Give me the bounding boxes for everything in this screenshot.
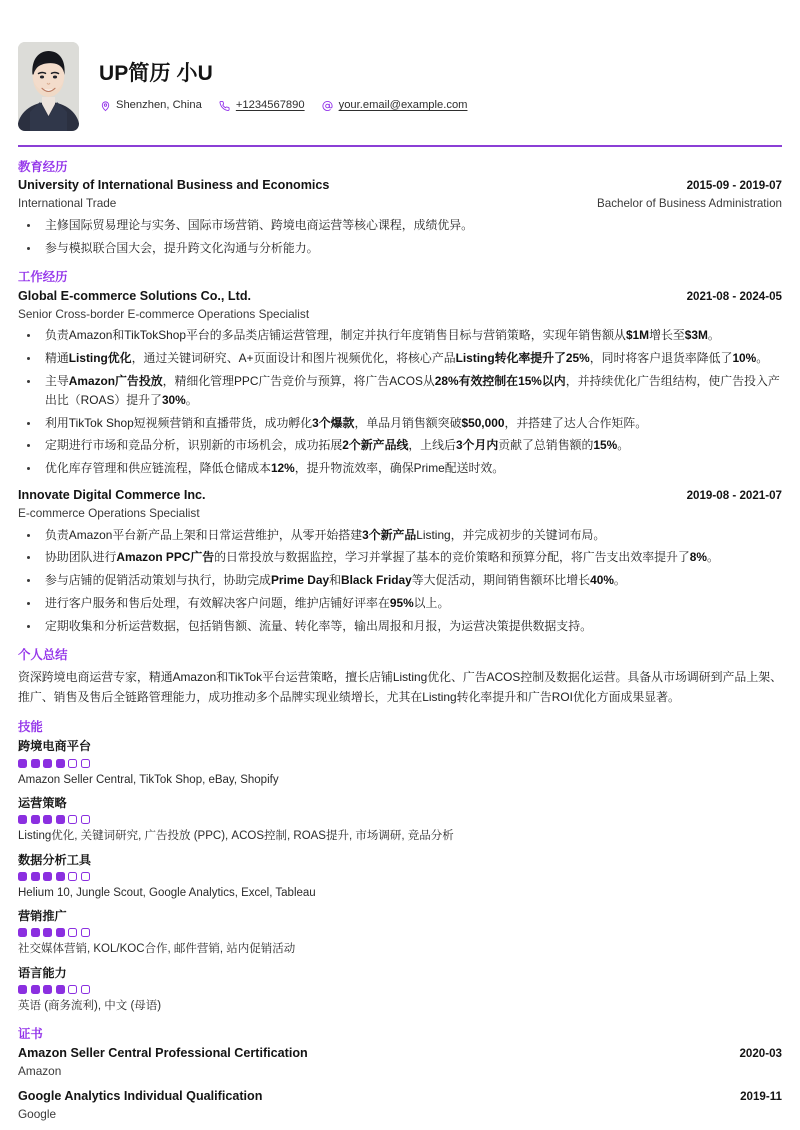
section-certificates bbox=[18, 1026, 782, 1122]
certificate-date: 2020-03 bbox=[739, 1046, 782, 1060]
location-pin-icon bbox=[99, 100, 111, 112]
work-entry-subheader bbox=[18, 306, 782, 323]
list-item: 优化库存管理和供应链流程，降低仓储成本12%，提升物流效率，确保Prime配送时效。 bbox=[18, 459, 782, 478]
contact-phone[interactable] bbox=[219, 100, 305, 112]
education-degree: Bachelor of Business Administration bbox=[597, 196, 782, 210]
skill-group-name: 跨境电商平台 bbox=[18, 739, 92, 754]
identity-block bbox=[99, 61, 467, 111]
education-bullets bbox=[18, 216, 782, 258]
skill-dot-filled bbox=[31, 928, 40, 937]
skill-dot-filled bbox=[31, 985, 40, 994]
skill-group bbox=[18, 851, 782, 903]
section-title-skills: 技能 bbox=[18, 719, 43, 734]
certificate-entry bbox=[18, 1045, 782, 1079]
skill-dot-filled bbox=[43, 759, 52, 768]
skill-dot-empty bbox=[81, 928, 90, 937]
skill-level-dots bbox=[18, 759, 782, 768]
skill-dot-filled bbox=[56, 928, 65, 937]
email-text[interactable]: your.email@example.com bbox=[338, 98, 468, 111]
skill-level-dots bbox=[18, 928, 782, 937]
skill-dot-filled bbox=[18, 985, 27, 994]
list-item: 负责Amazon平台新产品上架和日常运营维护，从零开始搭建3个新产品Listing，并完成初步的关键词布局。 bbox=[18, 526, 782, 545]
work-entry-header bbox=[18, 288, 782, 306]
certificate-issuer: Google bbox=[18, 1106, 57, 1121]
work-date: 2021-08 - 2024-05 bbox=[686, 289, 782, 303]
skill-group-name: 语言能力 bbox=[18, 965, 67, 980]
company-name: Innovate Digital Commerce Inc. bbox=[18, 488, 206, 503]
certificate-name: Google Analytics Individual Qualification bbox=[18, 1089, 263, 1104]
work-bullets bbox=[18, 326, 782, 478]
certificate-subheader bbox=[18, 1063, 782, 1080]
skill-dot-filled bbox=[31, 759, 40, 768]
skill-dot-empty bbox=[81, 815, 90, 824]
list-item: 主导Amazon广告投放，精细化管理PPC广告竞价与预算，将广告ACOS从28%有效控制在15%以内，并持续优化广告组结构，使广告投入产出比（ROAS）提升了30%。 bbox=[18, 372, 782, 411]
skill-items: Helium 10, Jungle Scout, Google Analytics, Excel, Tableau bbox=[18, 886, 316, 899]
list-item: 定期收集和分析运营数据，包括销售额、流量、转化率等，输出周报和月报，为运营决策提供数据支持。 bbox=[18, 617, 782, 636]
section-title-summary: 个人总结 bbox=[18, 648, 68, 663]
contact-email[interactable] bbox=[322, 100, 468, 112]
phone-text[interactable]: +1234567890 bbox=[235, 98, 305, 111]
header-divider bbox=[18, 145, 782, 147]
education-entry bbox=[18, 177, 782, 258]
education-entry-subheader bbox=[18, 195, 782, 212]
skill-dot-filled bbox=[56, 815, 65, 824]
list-item: 参与模拟联合国大会，提升跨文化沟通与分析能力。 bbox=[18, 239, 782, 258]
work-date: 2019-08 - 2021-07 bbox=[686, 489, 782, 503]
location-text: Shenzhen, China bbox=[116, 98, 202, 111]
list-item: 参与店铺的促销活动策划与执行，协助完成Prime Day和Black Friday等大促活动，期间销售额环比增长40%。 bbox=[18, 571, 782, 590]
phone-icon bbox=[219, 100, 231, 112]
section-skills bbox=[18, 719, 782, 1015]
skill-dot-filled bbox=[18, 872, 27, 881]
list-item: 进行客户服务和售后处理，有效解决客户问题，维护店铺好评率在95%以上。 bbox=[18, 594, 782, 613]
resume-header bbox=[18, 0, 782, 141]
section-work bbox=[18, 269, 782, 636]
section-title-work: 工作经历 bbox=[18, 270, 68, 285]
skill-dot-filled bbox=[43, 985, 52, 994]
skill-group-name: 数据分析工具 bbox=[18, 852, 92, 867]
certificate-header bbox=[18, 1045, 782, 1063]
skill-group bbox=[18, 794, 782, 846]
skill-level-dots bbox=[18, 815, 782, 824]
skill-dot-filled bbox=[18, 759, 27, 768]
skill-dot-filled bbox=[43, 872, 52, 881]
skill-dot-filled bbox=[56, 759, 65, 768]
work-bullets bbox=[18, 526, 782, 636]
list-item: 利用TikTok Shop短视频营销和直播带货，成功孵化3个爆款，单品月销售额突破$50,000，并搭建了达人合作矩阵。 bbox=[18, 414, 782, 433]
education-entry-header bbox=[18, 177, 782, 195]
skill-dot-empty bbox=[68, 815, 77, 824]
skill-dot-empty bbox=[81, 759, 90, 768]
contact-list bbox=[99, 100, 467, 112]
certificate-header bbox=[18, 1088, 782, 1106]
list-item: 主修国际贸易理论与实务、国际市场营销、跨境电商运营等核心课程，成绩优异。 bbox=[18, 216, 782, 235]
skill-dot-empty bbox=[68, 759, 77, 768]
skill-items: Listing优化, 关键词研究, 广告投放 (PPC), ACOS控制, ROAS提升, 市场调研, 竞品分析 bbox=[18, 830, 454, 843]
school-name: University of International Business and Economics bbox=[18, 178, 330, 193]
skill-group-name: 营销推广 bbox=[18, 909, 67, 924]
job-title: Senior Cross-border E-commerce Operations Specialist bbox=[18, 306, 310, 321]
list-item: 协助团队进行Amazon PPC广告的日常投放与数据监控，学习并掌握了基本的竞价策略和预算分配，将广告支出效率提升了8%。 bbox=[18, 548, 782, 567]
section-education bbox=[18, 159, 782, 259]
candidate-name: UP简历 小U bbox=[99, 62, 213, 86]
skill-dot-empty bbox=[68, 872, 77, 881]
job-title: E-commerce Operations Specialist bbox=[18, 506, 200, 521]
skill-dot-filled bbox=[18, 928, 27, 937]
list-item: 定期进行市场和竞品分析，识别新的市场机会，成功拓展2个新产品线，上线后3个月内贡献了总销售额的15%。 bbox=[18, 436, 782, 455]
section-title-certificates: 证书 bbox=[18, 1027, 43, 1042]
summary-paragraph: 资深跨境电商运营专家，精通Amazon和TikTok平台运营策略，擅长店铺Listing优化、广告ACOS控制及数据化运营。具备从市场调研到产品上架、推广、销售及售后全链路管理能力，成功推动多个品牌实现业绩增长，尤其在Listing转化率提升和广告ROI优化方面成果显著。 bbox=[18, 669, 782, 705]
section-title-education: 教育经历 bbox=[18, 159, 68, 174]
work-entry-header bbox=[18, 487, 782, 505]
skill-level-dots bbox=[18, 985, 782, 994]
certificate-issuer: Amazon bbox=[18, 1063, 62, 1078]
at-email-icon bbox=[322, 100, 334, 112]
certificate-date: 2019-11 bbox=[740, 1090, 782, 1104]
work-entry-subheader bbox=[18, 505, 782, 522]
list-item: 精通Listing优化，通过关键词研究、A+页面设计和图片视频优化，将核心产品Listing转化率提升了25%，同时将客户退货率降低了10%。 bbox=[18, 349, 782, 368]
skill-items: 英语 (商务流利), 中文 (母语) bbox=[18, 999, 162, 1012]
skill-group-name: 运营策略 bbox=[18, 795, 67, 810]
skill-group bbox=[18, 964, 782, 1016]
list-item: 负责Amazon和TikTokShop平台的多品类店铺运营管理，制定并执行年度销售目标与营销策略，实现年销售额从$1M增长至$3M。 bbox=[18, 326, 782, 345]
avatar bbox=[18, 42, 79, 131]
skill-dot-empty bbox=[68, 928, 77, 937]
certificate-subheader bbox=[18, 1106, 782, 1123]
skill-level-dots bbox=[18, 872, 782, 881]
skill-dot-empty bbox=[81, 872, 90, 881]
skill-dot-filled bbox=[43, 815, 52, 824]
skill-dot-filled bbox=[31, 872, 40, 881]
skill-dot-filled bbox=[56, 985, 65, 994]
company-name: Global E-commerce Solutions Co., Ltd. bbox=[18, 288, 252, 303]
skill-items: Amazon Seller Central, TikTok Shop, eBay, Shopify bbox=[18, 773, 279, 786]
education-date: 2015-09 - 2019-07 bbox=[686, 179, 782, 193]
work-entry bbox=[18, 487, 782, 636]
skill-group bbox=[18, 737, 782, 789]
skill-dot-empty bbox=[81, 985, 90, 994]
skill-dot-filled bbox=[18, 815, 27, 824]
skill-dot-filled bbox=[31, 815, 40, 824]
section-summary bbox=[18, 647, 782, 708]
skill-group bbox=[18, 907, 782, 959]
education-major: International Trade bbox=[18, 195, 117, 210]
skill-dot-empty bbox=[68, 985, 77, 994]
contact-location bbox=[99, 100, 202, 112]
skill-dot-filled bbox=[43, 928, 52, 937]
skill-dot-filled bbox=[56, 872, 65, 881]
skill-items: 社交媒体营销, KOL/KOC合作, 邮件营销, 站内促销活动 bbox=[18, 943, 296, 956]
work-entry bbox=[18, 288, 782, 479]
certificate-entry bbox=[18, 1088, 782, 1122]
certificate-name: Amazon Seller Central Professional Certification bbox=[18, 1045, 308, 1060]
